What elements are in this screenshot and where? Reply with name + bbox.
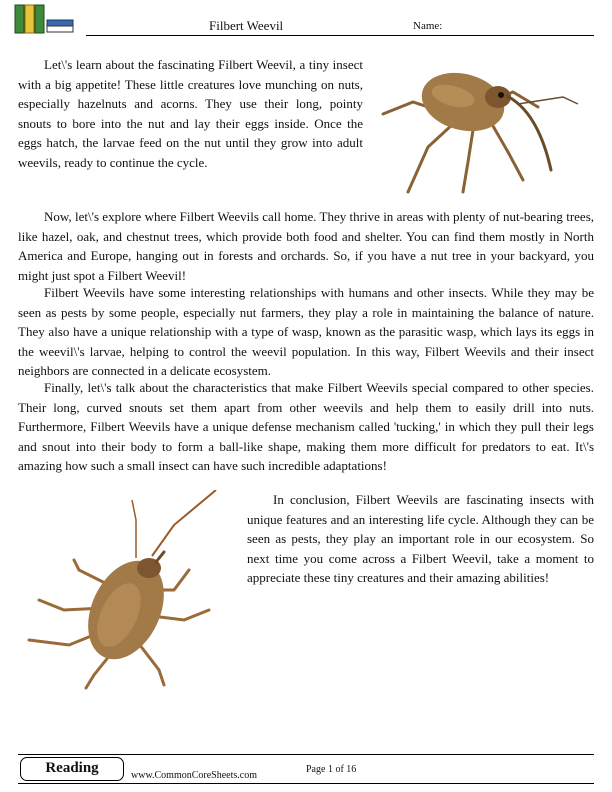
- page-number: Page 1 of 16: [306, 764, 357, 775]
- paragraph-conclusion: In conclusion, Filbert Weevils are fascinating insects with unique features and an interesting life cycle. Although they can be seen as pests, they play an important role in our ecosystem. So next time you come across a Filbert Weevil, take a moment to appreciate these tiny creatures and their amazing abilities!: [247, 492, 594, 586]
- footer-divider-top: [18, 754, 594, 755]
- paragraph-characteristics: Finally, let\'s talk about the characteristics that make Filbert Weevils special compared to other species. Their long, curved snouts set them apart from other weevils and help them to easily drill into nuts. Furthermore, Filbert Weevils have a unique defense mechanism called 'tucking,' in which they pull their legs and snout into their body to form a ball-like shape, making them more difficult for predators to eat. It\'s amazing how such a small insect can have such incredible adaptations!: [18, 380, 594, 474]
- books-icon: [14, 4, 76, 34]
- weevil-photo-top: [373, 52, 593, 202]
- paragraph-relationships: Filbert Weevils have some interesting relationships with humans and other insects. While they may be seen as pests by some people, especially nut farmers, they play a role in maintaining the balance of nature. They also have a unique relationship with a type of wasp, known as the parasitic wasp, which lays its eggs in the weevil\'s larvae, helping to control the weevil population. In this way, Filbert Weevils and their insect neighbors are connected in a delicate ecosystem.: [18, 285, 594, 379]
- name-label: Name:: [413, 20, 443, 32]
- header-divider: [86, 35, 594, 36]
- website-link[interactable]: www.CommonCoreSheets.com: [131, 770, 258, 781]
- page-header: [0, 0, 612, 40]
- subject-badge: Reading: [20, 757, 124, 781]
- paragraph-habitat: Now, let\'s explore where Filbert Weevils call home. They thrive in areas with plenty of nut-bearing trees, like hazel, oak, and chestnut trees, which provide both food and shelter. You can find them mostly in North America and Europe, hanging out in forests and orchards. So, if you have a nut tree in your backyard, you might just spot a Filbert Weevil!: [18, 209, 594, 283]
- footer-divider-bottom: [18, 783, 594, 784]
- worksheet-title: Filbert Weevil: [209, 18, 284, 33]
- paragraph-intro: Let\'s learn about the fascinating Filbert Weevil, a tiny insect with a big appetite! These little creatures love munching on nuts, especially hazelnuts and acorns. They use their long, pointy snouts to bore into the nut and lay their eggs inside. Once the eggs hatch, the larvae feed on the nut until they grow into adult weevils, ready to continue the cycle.: [18, 57, 363, 170]
- weevil-photo-bottom: [24, 490, 234, 690]
